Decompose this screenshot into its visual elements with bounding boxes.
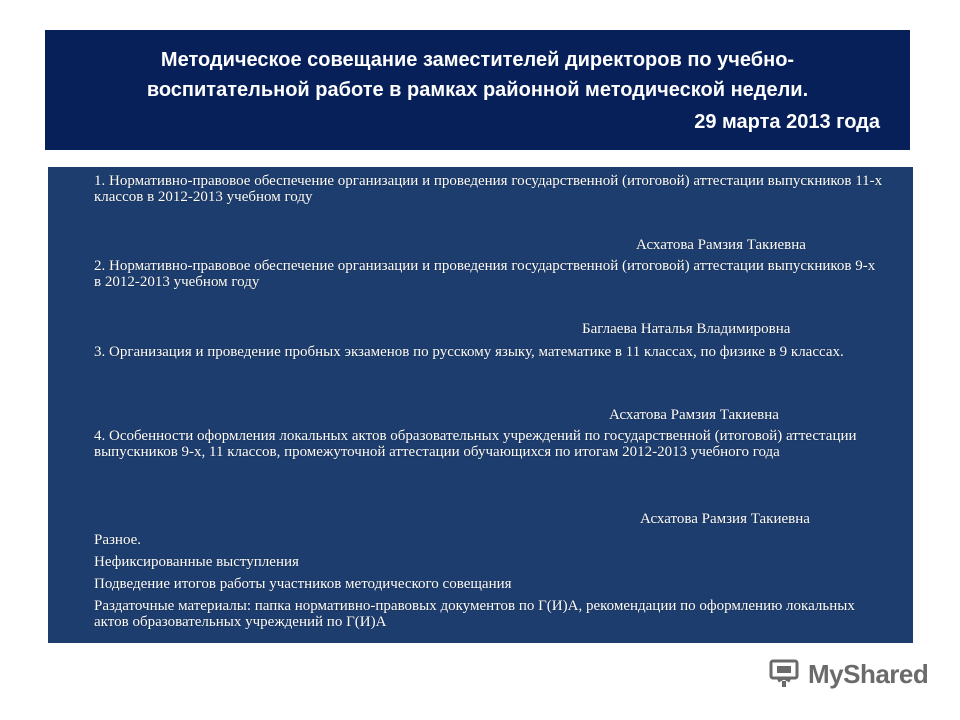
watermark-logo — [768, 658, 928, 690]
agenda-item-4: 4. Особенности оформления локальных актов образовательных учреждений по государственной (итоговой) аттестации выпускников 9-х, 11 классов, промежуточной аттестации обучающихся по итогам 2012-2013 учебного года — [94, 428, 857, 460]
agenda-speaker-1: Асхатова Рамзия Такиевна — [636, 237, 806, 253]
agenda-item-1: 1. Нормативно-правовое обеспечение организации и проведения государственной (итоговой) аттестации выпускников 11-х классов в 2012-2013 учебном году — [94, 173, 883, 205]
misc-item-4: Раздаточные материалы: папка нормативно-правовых документов по Г(И)А, рекомендации по оформлению локальных актов образовательных учреждений по Г(И)А — [94, 598, 855, 630]
slide-title-line2: воспитательной работе в рамках районной методической недели. — [146, 79, 809, 101]
misc-item-3: Подведение итогов работы участников методического совещания — [94, 576, 512, 592]
agenda-speaker-2: Баглаева Наталья Владимировна — [582, 321, 791, 337]
projector-icon — [768, 659, 802, 689]
agenda-speaker-3: Асхатова Рамзия Такиевна — [609, 407, 779, 423]
misc-item-1: Разное. — [94, 532, 142, 548]
watermark-text: MyShared — [808, 658, 929, 689]
agenda-box — [48, 167, 913, 643]
agenda-speaker-4: Асхатова Рамзия Такиевна — [640, 511, 810, 527]
misc-item-2: Нефиксированные выступления — [94, 554, 299, 570]
slide-title-line1: Методическое совещание заместителей директоров по учебно- — [160, 49, 795, 71]
agenda-item-2: 2. Нормативно-правовое обеспечение организации и проведения государственной (итоговой) аттестации выпускников 9-х в 2012-2013 учебном году — [94, 258, 876, 290]
slide-date: 29 марта 2013 года — [694, 111, 880, 133]
agenda-item-3: 3. Организация и проведение пробных экзаменов по русскому языку, математике в 11 классах, по физике в 9 классах. — [94, 344, 844, 360]
slide-title-box — [45, 30, 910, 150]
